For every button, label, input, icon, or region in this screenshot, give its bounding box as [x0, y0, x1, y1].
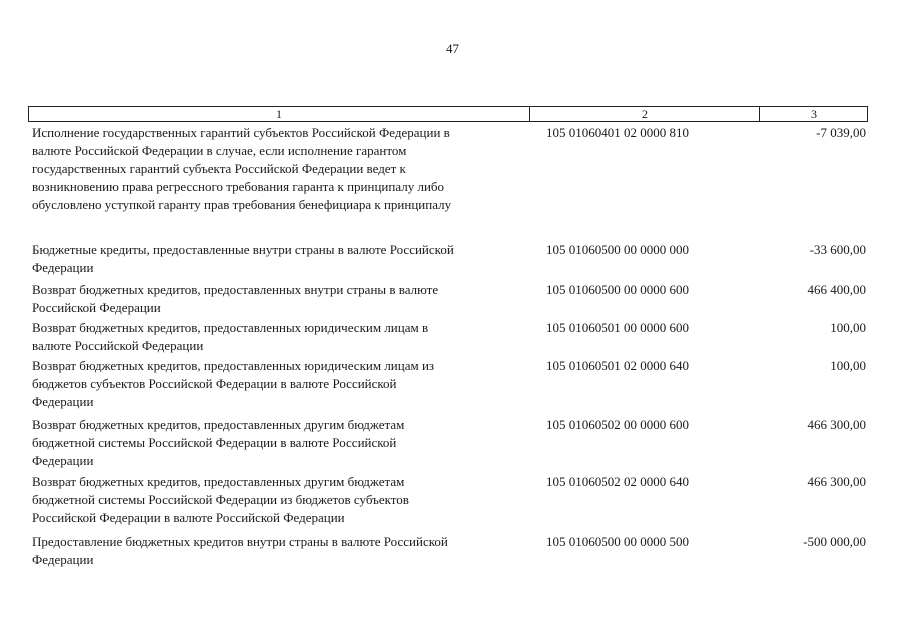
row-description: Бюджетные кредиты, предоставленные внутри страны в валюте Российской Федерации	[32, 242, 454, 275]
row-code: 105 01060501 00 0000 600	[546, 320, 689, 335]
row-amount: -7 039,00	[816, 125, 866, 140]
row-amount: 466 300,00	[807, 474, 866, 489]
row-code: 105 01060500 00 0000 500	[546, 534, 689, 549]
row-code: 105 01060500 00 0000 600	[546, 282, 689, 297]
row-description: Возврат бюджетных кредитов, предоставленных юридическим лицам из бюджетов субъектов Российской Федерации в валюте Российской Федерации	[32, 358, 435, 409]
column-header-3: 3	[759, 107, 868, 121]
table-header-row	[28, 106, 868, 122]
row-description: Возврат бюджетных кредитов, предоставленных юридическим лицам в валюте Российской Федерации	[32, 320, 429, 353]
row-description: Предоставление бюджетных кредитов внутри страны в валюте Российской Федерации	[32, 534, 448, 567]
row-description: Возврат бюджетных кредитов, предоставленных другим бюджетам бюджетной системы Российской Федерации в валюте Российской Федерации	[32, 417, 405, 468]
row-amount: 100,00	[830, 320, 866, 335]
page-number: 47	[446, 41, 459, 56]
row-code: 105 01060401 02 0000 810	[546, 125, 689, 140]
row-code: 105 01060501 02 0000 640	[546, 358, 689, 373]
row-description: Возврат бюджетных кредитов, предоставленных другим бюджетам бюджетной системы Российской Федерации из бюджетов субъектов Российской Федерации в валюте Российской Федерации	[32, 474, 409, 525]
column-header-2: 2	[529, 107, 760, 121]
row-amount: -33 600,00	[809, 242, 866, 257]
row-amount: 466 300,00	[807, 417, 866, 432]
row-code: 105 01060500 00 0000 000	[546, 242, 689, 257]
row-description: Исполнение государственных гарантий субъектов Российской Федерации в валюте Российской Федерации в случае, если исполнение гарантом государственных гарантий субъекта Российской Федерации ведет к возникновению права регрессного требования гаранта к принципалу либо обусловлено уступкой гаранту прав требования бенефициара к принципалу	[32, 125, 452, 212]
column-header-1: 1	[276, 107, 282, 121]
row-amount: 466 400,00	[807, 282, 866, 297]
row-code: 105 01060502 00 0000 600	[546, 417, 689, 432]
row-amount: 100,00	[830, 358, 866, 373]
row-code: 105 01060502 02 0000 640	[546, 474, 689, 489]
row-amount: -500 000,00	[803, 534, 866, 549]
row-description: Возврат бюджетных кредитов, предоставленных внутри страны в валюте Российской Федерации	[32, 282, 439, 315]
